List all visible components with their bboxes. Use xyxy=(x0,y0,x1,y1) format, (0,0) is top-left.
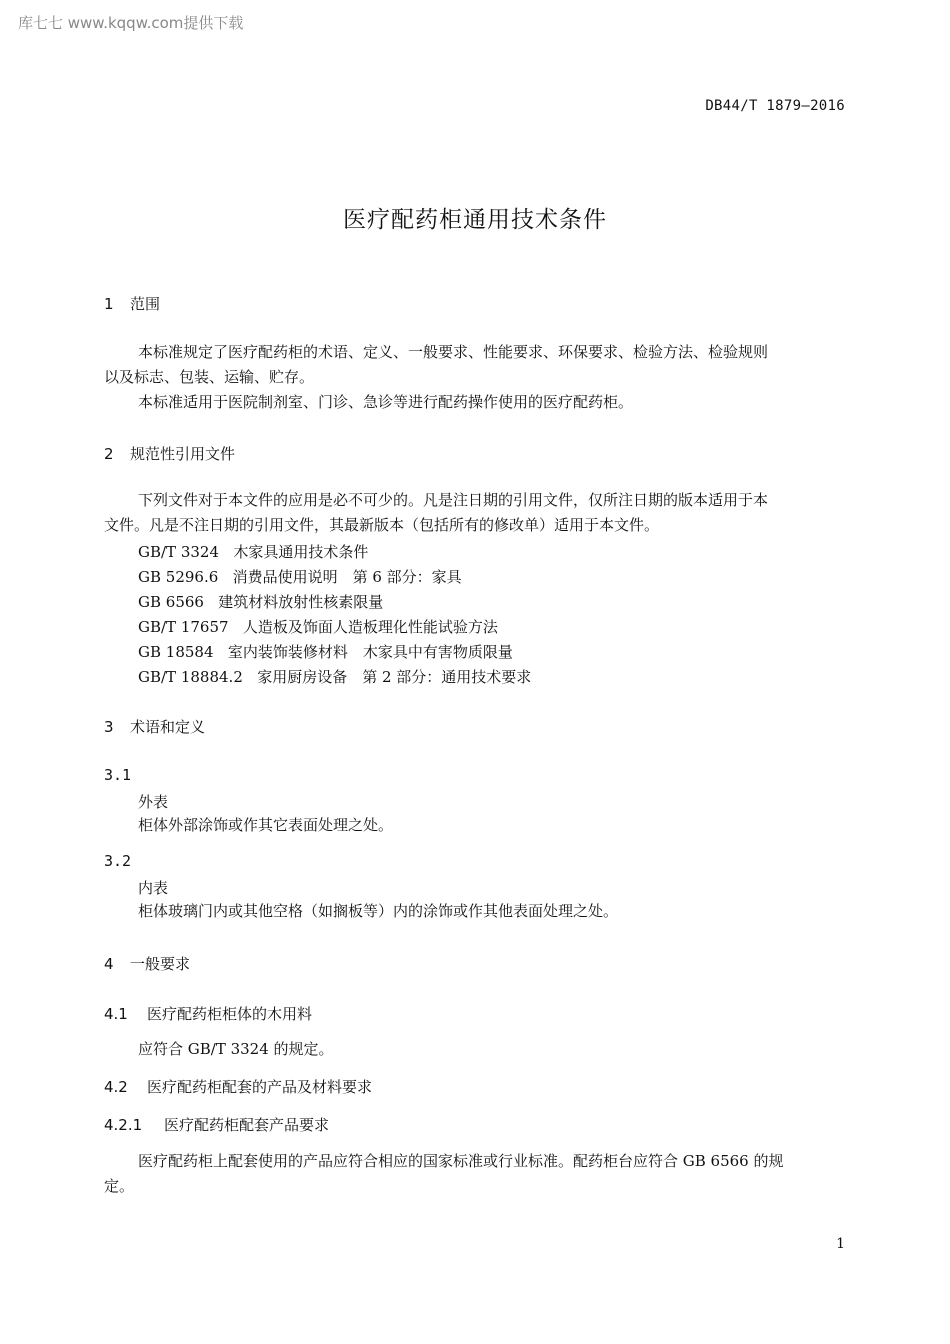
subsection-4-1-heading xyxy=(104,1003,312,1024)
term-number: 3.1 xyxy=(104,766,132,784)
reference-title: 建筑材料放射性核素限量 xyxy=(218,593,384,611)
section-number: 1 xyxy=(104,295,114,313)
reference-item xyxy=(138,641,513,662)
subsection-number: 4.1 xyxy=(104,1005,128,1023)
reference-item xyxy=(138,591,383,612)
reference-code: GB 6566 xyxy=(138,593,204,611)
section-2-heading xyxy=(104,443,235,464)
section-number: 2 xyxy=(104,445,114,463)
subsection-number: 4.2.1 xyxy=(104,1116,143,1134)
reference-item xyxy=(138,616,498,637)
paragraph-line: 下列文件对于本文件的应用是必不可少的。凡是注日期的引用文件，仅所注日期的版本适用于本 xyxy=(138,491,769,509)
paragraph-line: 以及标志、包装、运输、贮存。 xyxy=(104,368,315,386)
reference-code: GB/T 3324 xyxy=(138,543,220,561)
section-4-heading xyxy=(104,953,190,974)
term-name: 外表 xyxy=(138,793,169,811)
term-number: 3.2 xyxy=(104,852,132,870)
subsection-title: 医疗配药柜柜体的木用料 xyxy=(147,1005,313,1023)
paragraph-line: 本标准适用于医院制剂室、门诊、急诊等进行配药操作使用的医疗配药柜。 xyxy=(138,393,634,411)
subsection-title: 医疗配药柜配套的产品及材料要求 xyxy=(147,1078,373,1096)
paragraph-line: 文件。凡是不注日期的引用文件，其最新版本（包括所有的修改单）适用于本文件。 xyxy=(104,516,660,534)
reference-title: 家用厨房设备 第 2 部分：通用技术要求 xyxy=(257,668,532,686)
reference-item xyxy=(138,566,462,587)
section-title: 术语和定义 xyxy=(130,718,206,736)
section-1-heading xyxy=(104,293,160,314)
subsection-4-2-heading xyxy=(104,1076,372,1097)
section-3-heading xyxy=(104,716,205,737)
paragraph-line: 本标准规定了医疗配药柜的术语、定义、一般要求、性能要求、环保要求、检验方法、检验规则 xyxy=(138,343,769,361)
reference-title: 室内装饰装修材料 木家具中有害物质限量 xyxy=(227,643,513,661)
section-title: 一般要求 xyxy=(130,955,191,973)
document-number: DB44/T 1879—2016 xyxy=(705,98,845,114)
reference-code: GB/T 17657 xyxy=(138,618,229,636)
reference-title: 消费品使用说明 第 6 部分：家具 xyxy=(232,568,462,586)
term-definition: 柜体外部涂饰或作其它表面处理之处。 xyxy=(138,816,394,834)
watermark-text: 库七七 www.kqqw.com提供下载 xyxy=(18,14,244,32)
reference-title: 木家具通用技术条件 xyxy=(233,543,369,561)
page-number: 1 xyxy=(836,1236,845,1252)
reference-item xyxy=(138,541,368,562)
subsection-title: 医疗配药柜配套产品要求 xyxy=(164,1116,330,1134)
subsection-4-2-1-heading xyxy=(104,1114,329,1135)
section-title: 规范性引用文件 xyxy=(130,445,236,463)
term-definition: 柜体玻璃门内或其他空格（如搁板等）内的涂饰或作其他表面处理之处。 xyxy=(138,902,619,920)
page-title: 医疗配药柜通用技术条件 xyxy=(343,207,607,233)
section-title: 范围 xyxy=(130,295,161,313)
reference-code: GB 18584 xyxy=(138,643,214,661)
section-number: 3 xyxy=(104,718,114,736)
reference-code: GB/T 18884.2 xyxy=(138,668,243,686)
paragraph-line: 应符合 GB/T 3324 的规定。 xyxy=(138,1040,334,1058)
reference-title: 人造板及饰面人造板理化性能试验方法 xyxy=(242,618,498,636)
reference-item xyxy=(138,666,531,687)
reference-code: GB 5296.6 xyxy=(138,568,219,586)
section-number: 4 xyxy=(104,955,114,973)
paragraph-line: 定。 xyxy=(104,1177,135,1195)
paragraph-line: 医疗配药柜上配套使用的产品应符合相应的国家标准或行业标准。配药柜台应符合 GB 6566 的规 xyxy=(138,1152,784,1170)
subsection-number: 4.2 xyxy=(104,1078,128,1096)
term-name: 内表 xyxy=(138,879,169,897)
